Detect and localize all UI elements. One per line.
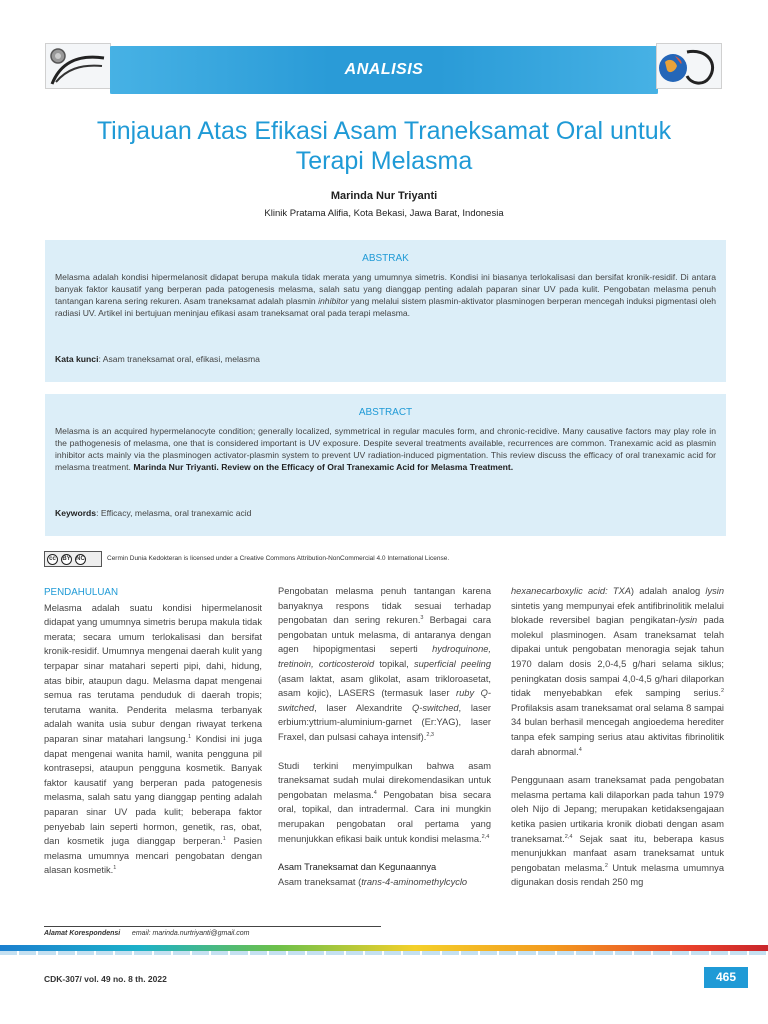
body-column-3 xyxy=(511,584,724,890)
article-title-line2: Terapi Melasma xyxy=(295,147,473,175)
abstract-body xyxy=(55,425,716,473)
section-heading-pendahuluan: PENDAHULUAN xyxy=(44,587,119,598)
col1-text-a: Melasma adalah suatu kondisi hipermelanosit didapat yang umumnya simetris berupa makula tidak merata; secara umum terlokalisasi dan bersifat kronik-residif. Umumnya mengenai daerah kulit yang terpapar sinar matahari seperti pipi, dahi, hidung, atas bibir, ataupun dagu. Melasma dapat mengenai semua ras terutama penduduk di daerah tropis; terutama wanita. Penderita melasma terbanyak adalah wanita usia subur dengan riwayat terkena paparan sinar matahari langsung. xyxy=(44,602,262,744)
col3-italic: lysin xyxy=(678,615,698,626)
col3-text: Profilaksis asam traneksamat oral selama 8 sampai 34 bulan berhasil mencegah angioedema herediter tanpa efek samping serius atau aktivitas fibrinolitik darah abnormal. xyxy=(511,702,724,757)
subheading-asam-traneksamat: Asam Traneksamat dan Kegunaannya xyxy=(278,862,437,873)
col2-italic: hydroquinone, tretinoin, corticosteroid xyxy=(278,644,491,669)
cc-license-badge[interactable] xyxy=(44,551,102,567)
ref-mark: 2,4 xyxy=(481,833,490,840)
ref-mark: 1 xyxy=(188,733,192,740)
cc-icon: cc xyxy=(47,554,58,565)
col2-italic: ruby Q-switched xyxy=(278,688,491,713)
body-column-1 xyxy=(44,586,262,878)
footnote-rule xyxy=(44,926,381,927)
col2-text: Asam traneksamat ( xyxy=(278,876,362,887)
abstract-kw-value: : Efficacy, melasma, oral tranexamic acid xyxy=(96,508,252,518)
col2-paragraph-3 xyxy=(278,875,491,890)
ref-mark: 2,3 xyxy=(426,731,434,738)
col2-text: Studi terkini menyimpulkan bahwa asam traneksamat sudah mulai direkomendasikan untuk pengobatan melasma. xyxy=(278,760,491,800)
col3-text: sintetis yang mempunyai efek antifibrinolitik melalui blokade reversibel bagian pengikatan- xyxy=(511,600,724,626)
abstrak-italic: inhibitor xyxy=(318,296,349,306)
col2-italic: trans-4-aminomethylcyclo xyxy=(361,876,468,887)
section-label: ANALISIS xyxy=(344,61,424,78)
ref-mark: 2 xyxy=(604,862,608,869)
article-title-line1: Tinjauan Atas Efikasi Asam Traneksamat Oral untuk xyxy=(96,117,672,145)
correspondence-email: email: marinda.nurtriyanti@gmail.com xyxy=(131,930,250,937)
abstrak-body xyxy=(55,271,716,319)
ref-mark: 4 xyxy=(578,746,582,753)
ref-mark: 3 xyxy=(420,615,424,622)
abstract-box xyxy=(45,394,726,536)
col3-italic: lysin xyxy=(705,586,725,596)
col2-italic: Q-switched xyxy=(412,702,459,713)
col3-text: pada molekul plasminogen. Asam traneksamat telah dipakai untuk pengobatan menoragia sejak tahun 1970 dalam dosis 2,0-4,5 g/hari selama siklus; peningkatan dosis sampai 4,0-4,5 g/hari dilaporkan tidak menyebabkan efek samping serius. xyxy=(511,615,724,699)
abstrak-box xyxy=(45,240,726,382)
col3-text: Penggunaan asam traneksamat pada pengobatan melasma pertama kali dilaporkan pada tahun 1979 oleh Nijo di Jepang; merupakan ketidaksengajaan ketika pasien urtikaria kronik diobati dengan asam traneksamat. xyxy=(511,775,724,844)
col1-text-c: Pasien melasma umumnya mencari pengobatan dengan alasan kosmetik. xyxy=(44,836,263,876)
ref-mark: 2,4 xyxy=(564,833,573,840)
abstrak-text-2: yang melalui sistem plasmin-aktivator plasminogen berperan mencegah induksi pigmentasi oleh radiasi UV. Artikel ini bertujuan meninjau efikasi asam traneksamat oral pada terapi melasma. xyxy=(55,296,717,318)
col3-text: Untuk melasma umumnya digunakan dosis rendah 250 mg xyxy=(511,862,724,888)
col3-paragraph-1 xyxy=(511,584,724,759)
abstrak-kw-label: Kata kunci xyxy=(55,354,99,364)
col3-text: ) adalah analog xyxy=(630,586,706,596)
page-number: 465 xyxy=(704,967,748,988)
col2-text: , laser Alexandrite xyxy=(314,702,413,713)
globe-stethoscope-icon xyxy=(657,44,721,88)
abstract-kw-label: Keywords xyxy=(55,508,97,518)
body-column-2 xyxy=(278,584,491,889)
col2-paragraph-2 xyxy=(278,759,491,847)
ref-mark: 1 xyxy=(113,865,117,872)
author-name: Marinda Nur Triyanti xyxy=(330,190,438,202)
col2-text: Pengobatan melasma penuh tantangan karena banyaknya respons tidak sesuai terhadap pengobatan dan sering rekuren. xyxy=(278,586,491,626)
abstrak-keywords xyxy=(55,354,716,364)
abstract-keywords xyxy=(55,508,716,518)
ref-mark: 2 xyxy=(720,688,724,695)
abstrak-heading: ABSTRAK xyxy=(362,253,409,264)
ref-mark: 4 xyxy=(373,789,377,796)
col2-italic: superficial peeling xyxy=(413,658,492,669)
article-title xyxy=(60,116,708,176)
col2-text: , laser erbium:yttrium-aluminium-garnet (Er:YAG), laser Fraxel, dan pulsasi cahaya intensif). xyxy=(278,702,491,742)
abstrak-text-1: Melasma adalah kondisi hipermelanosit didapat berupa makula tidak merata yang umumnya simetris. Kondisi ini biasanya terlokalisasi dan bersifat kronik-residif. Di antara banyak faktor kausatif yang berperan pada patogenesis melasma, salah satu yang dianggap penting adalah paparan sinar UV pada kulit. Pengobatan melasma penuh tantangan karena sering rekuren. Asam traneksamat adalah plasmin xyxy=(55,272,716,306)
col3-italic: hexanecarboxylic acid: TXA xyxy=(511,586,631,596)
correspondence-label: Alamat Korespondensi xyxy=(44,930,121,937)
ref-mark: 1 xyxy=(222,836,226,842)
col1-paragraph xyxy=(44,601,262,878)
abstract-heading: ABSTRACT xyxy=(358,407,413,418)
by-icon: BY xyxy=(61,554,72,565)
correspondence xyxy=(44,930,250,937)
col2-text: (asam laktat, asam glikolat, asam trikloroasetat, asam kojic), LASERS (termasuk laser xyxy=(278,673,491,699)
footer-tick-bar xyxy=(0,951,768,955)
author-affiliation: Klinik Pratama Alifia, Kota Bekasi, Jawa Barat, Indonesia xyxy=(264,208,504,219)
col2-text: Pengobatan bisa secara oral, topikal, dan intradermal. Cara ini mungkin merupakan pengobatan oral pertama yang menunjukkan efikasi baik untuk kondisi melasma. xyxy=(278,789,492,844)
globe-stethoscope-image xyxy=(656,43,722,89)
journal-info: CDK-307/ vol. 49 no. 8 th. 2022 xyxy=(44,974,167,984)
col2-paragraph-1 xyxy=(278,584,491,745)
col2-text: Berbagai cara pengobatan untuk melasma, di antaranya dengan agen hipopigmentasi seperti xyxy=(278,615,491,655)
abstrak-kw-value: : Asam traneksamat oral, efikasi, melasma xyxy=(98,354,260,364)
col3-text: Sejak saat itu, beberapa kasus menunjukkan manfaat asam traneksamat untuk pengobatan melasma. xyxy=(511,833,724,873)
abstract-citation: Marinda Nur Triyanti. Review on the Efficacy of Oral Tranexamic Acid for Melasma Treatment. xyxy=(133,462,514,472)
license-text: Cermin Dunia Kedokteran is licensed under a Creative Commons Attribution-NonCommercial 4.0 International License. xyxy=(107,555,450,562)
col2-text: topikal, xyxy=(374,658,414,669)
col3-paragraph-2 xyxy=(511,773,724,890)
nc-icon: NC xyxy=(75,554,86,565)
col1-text-b: Kondisi ini juga dapat mengenai wanita hamil, wanita pengguna pil kontrasepsi, ataupun pengguna kosmetik. Banyak faktor kausatif yang berperan pada patogenesis melasma, salah satu yang dianggap penting adalah paparan sinar UV pada kulit; beberapa faktor penyebab lain seperti hormon, genetik, ras, obat, dan kosmetik juga dianggap berperan. xyxy=(44,733,263,847)
abstract-text: Melasma is an acquired hypermelanocyte condition; generally localized, symmetrical in regular macules form, and chronic-recidive. Many causative factors may play role in the pathogenesis of melasma, one that is considered important is UV exposure. Despite several treatments available, recurrences are common. Tranexamic acid as plasmin inhibitor acts mainly via the plasminogen activator-plasmin system to prevent UV radiation-induced pigmentation. This review discuss the efficacy of oral tranexamic acid for melasma treatment. xyxy=(55,426,716,472)
